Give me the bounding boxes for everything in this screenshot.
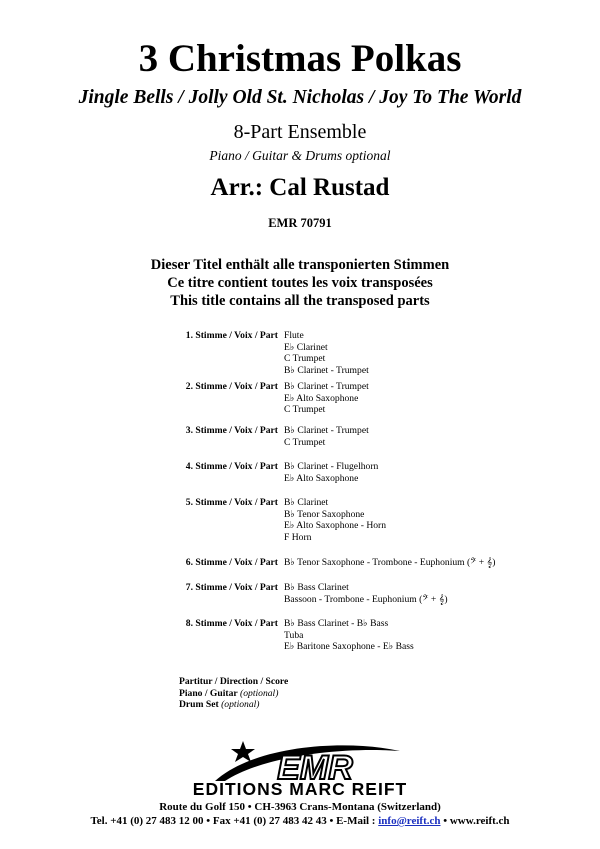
part-instruments [284, 461, 378, 484]
part-instruments [284, 497, 386, 544]
part-label: 5. Stimme / Voix / Part [185, 497, 278, 508]
email-link[interactable]: info@reift.ch [378, 815, 441, 827]
logo-text: EMR [277, 749, 353, 787]
part-label: 4. Stimme / Voix / Part [185, 461, 278, 472]
piano-label: Piano / Guitar [179, 687, 238, 699]
contact-phone-fax: Tel. +41 (0) 27 483 12 00 • Fax +41 (0) 27 483 42 43 • E-Mail : [90, 815, 379, 827]
page-title: 3 Christmas Polkas [138, 37, 462, 80]
part-label: 7. Stimme / Voix / Part [185, 582, 278, 593]
transposition-note-en: This title contains all the transposed parts [170, 293, 430, 309]
part-instruments [284, 557, 495, 569]
instrument-item: C Trumpet [284, 404, 326, 416]
part-instruments [284, 582, 448, 605]
part-label: 1. Stimme / Voix / Part [185, 330, 278, 341]
piano-optional: (optional) [240, 687, 279, 699]
instrument-item: E♭ Alto Saxophone - Horn [284, 520, 387, 532]
instrument-item: B♭ Bass Clarinet [284, 582, 349, 593]
instrument-item: Tuba [284, 629, 304, 641]
part-label: 6. Stimme / Voix / Part [185, 557, 278, 568]
instrument-item: E♭ Alto Saxophone [284, 392, 359, 404]
instrument-item: F Horn [284, 532, 312, 544]
score-label: Partitur / Direction / Score [179, 676, 289, 687]
drums-label: Drum Set [179, 699, 219, 710]
catalog-number: EMR 70791 [268, 216, 332, 230]
instrument-item: B♭ Clarinet - Trumpet [284, 425, 369, 436]
instrument-item: B♭ Clarinet [284, 497, 329, 508]
score-block [179, 676, 288, 711]
ensemble-label: 8-Part Ensemble [233, 121, 367, 143]
publisher-contact [0, 815, 600, 828]
subtitle: Jingle Bells / Jolly Old St. Nicholas / Joy To The World [78, 87, 522, 108]
instrument-item: B♭ Bass Clarinet - B♭ Bass [284, 618, 389, 629]
instrument-item: B♭ Clarinet - Flugelhorn [284, 461, 379, 472]
part-label: 8. Stimme / Voix / Part [185, 618, 278, 629]
instrument-item: C Trumpet [284, 436, 326, 448]
instrument-item: E♭ Clarinet [284, 341, 328, 353]
transposition-note-de: Dieser Titel enthält alle transponierten Stimmen [150, 257, 450, 273]
instrument-item: C Trumpet [284, 353, 326, 365]
instrument-item: B♭ Tenor Saxophone - Trombone - Euphonium (𝄢 + 𝄞) [284, 557, 496, 568]
part-instruments [284, 330, 369, 377]
instrument-item: Bassoon - Trombone - Euphonium (𝄢 + 𝄞) [284, 593, 448, 605]
part-instruments [284, 618, 414, 653]
instrument-item: E♭ Baritone Saxophone - E♭ Bass [284, 641, 414, 653]
publisher-name: EDITIONS MARC REIFT [192, 779, 408, 799]
part-instruments [284, 381, 369, 416]
part-label: 2. Stimme / Voix / Part [185, 381, 278, 392]
instrument-item: B♭ Clarinet - Trumpet [284, 381, 369, 392]
part-label: 3. Stimme / Voix / Part [185, 425, 278, 436]
part-instruments [284, 425, 369, 448]
arranger: Arr.: Cal Rustad [210, 174, 390, 201]
publisher-address: Route du Golf 150 • CH-3963 Crans-Montana (Switzerland) [159, 801, 441, 813]
instrument-item: B♭ Clarinet - Trumpet [284, 365, 369, 377]
contact-website: • www.reift.ch [440, 815, 510, 827]
instrument-item: E♭ Alto Saxophone [284, 472, 359, 484]
optional-instruments: Piano / Guitar & Drums optional [209, 148, 391, 163]
instrument-item: B♭ Tenor Saxophone [284, 508, 365, 520]
transposition-note-fr: Ce titre contient toutes les voix transposées [167, 275, 433, 291]
star-icon [231, 741, 255, 762]
instrument-item: Flute [284, 330, 304, 341]
drums-optional: (optional) [221, 699, 260, 710]
